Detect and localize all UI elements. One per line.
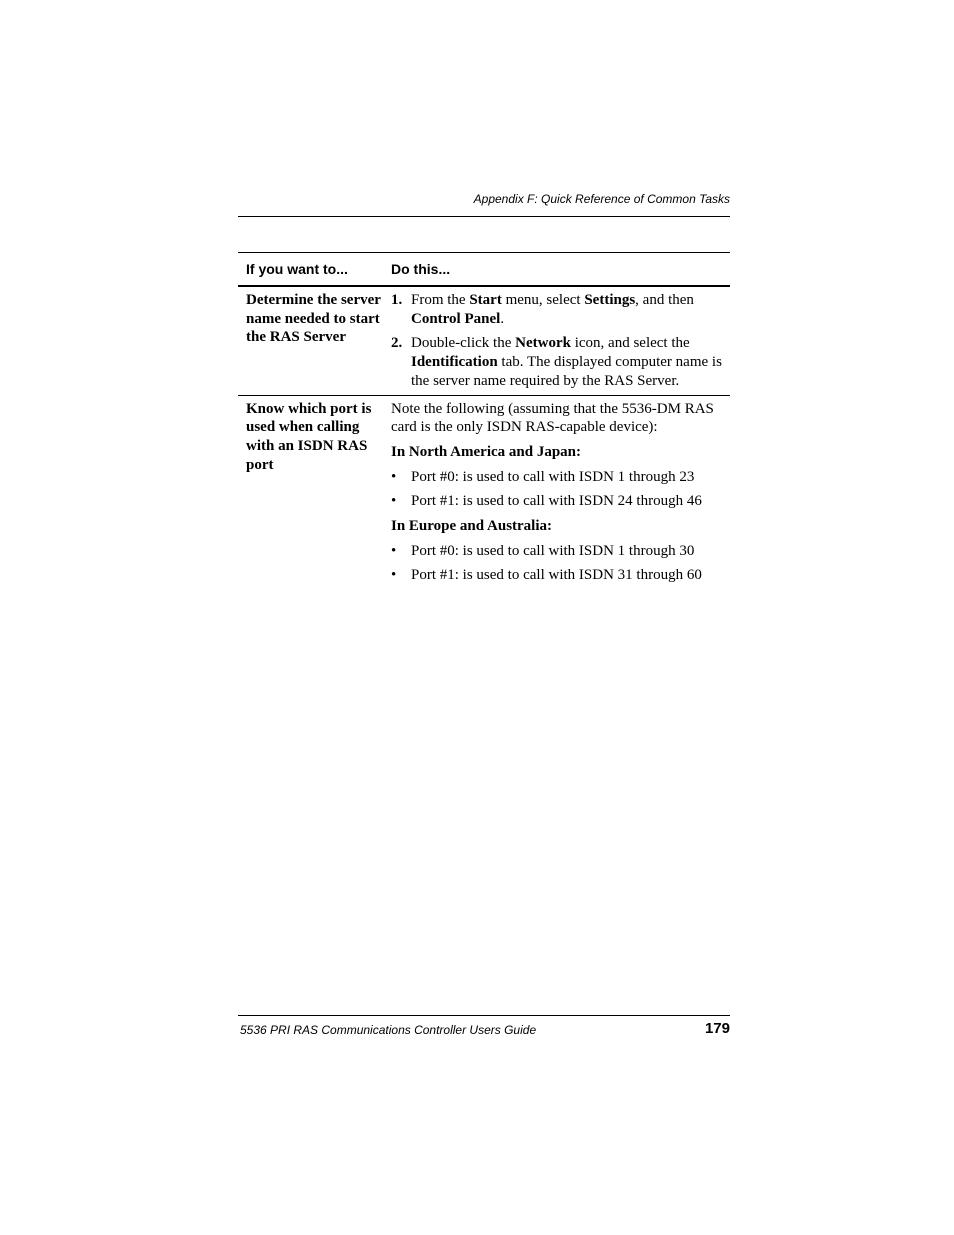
region-heading: In North America and Japan: [391,443,582,460]
table-header-row [238,253,730,287]
action-cell [383,291,730,391]
list-item: • Port #0: is used to call with ISDN 1 through 30 [391,542,695,559]
step-item [391,334,724,390]
column-header-task: If you want to... [246,261,348,277]
footer-rule [238,1015,730,1016]
bullet-marker: • [391,542,397,559]
intro-text: Note the following (assuming that the 5536-DM RAS card is the only ISDN RAS-capable device): [391,400,714,436]
table-row [238,396,730,592]
region-heading: In Europe and Australia: [391,518,553,535]
column-header-action: Do this... [391,261,451,277]
task-cell: Know which port is used when calling with an ISDN RAS port [246,400,372,473]
action-cell [383,400,730,592]
running-footer: 5536 PRI RAS Communications Controller Users Guide [240,1023,537,1037]
list-item: • Port #1: is used to call with ISDN 31 through 60 [391,567,702,584]
bullet-marker: • [391,468,397,485]
list-item: • Port #1: is used to call with ISDN 24 through 46 [391,493,702,510]
bullet-marker: • [391,493,397,510]
bullet-marker: • [391,567,397,584]
list-item: • Port #0: is used to call with ISDN 1 through 23 [391,468,695,485]
step-text: Double-click the Network icon, and select the Identification tab. The displayed computer name is the server name required by the RAS Server. [411,335,722,389]
step-text: From the Start menu, select Settings, and then Control Panel. [411,292,694,327]
step-item [391,291,724,328]
quick-reference-table [238,252,730,591]
table-row [238,287,730,396]
step-number: 2. [391,335,403,352]
header-rule [238,216,730,217]
task-cell: Determine the server name needed to start the RAS Server [246,292,381,346]
running-header: Appendix F: Quick Reference of Common Tasks [473,192,730,206]
page-number: 179 [704,1020,730,1037]
step-number: 1. [391,292,403,308]
